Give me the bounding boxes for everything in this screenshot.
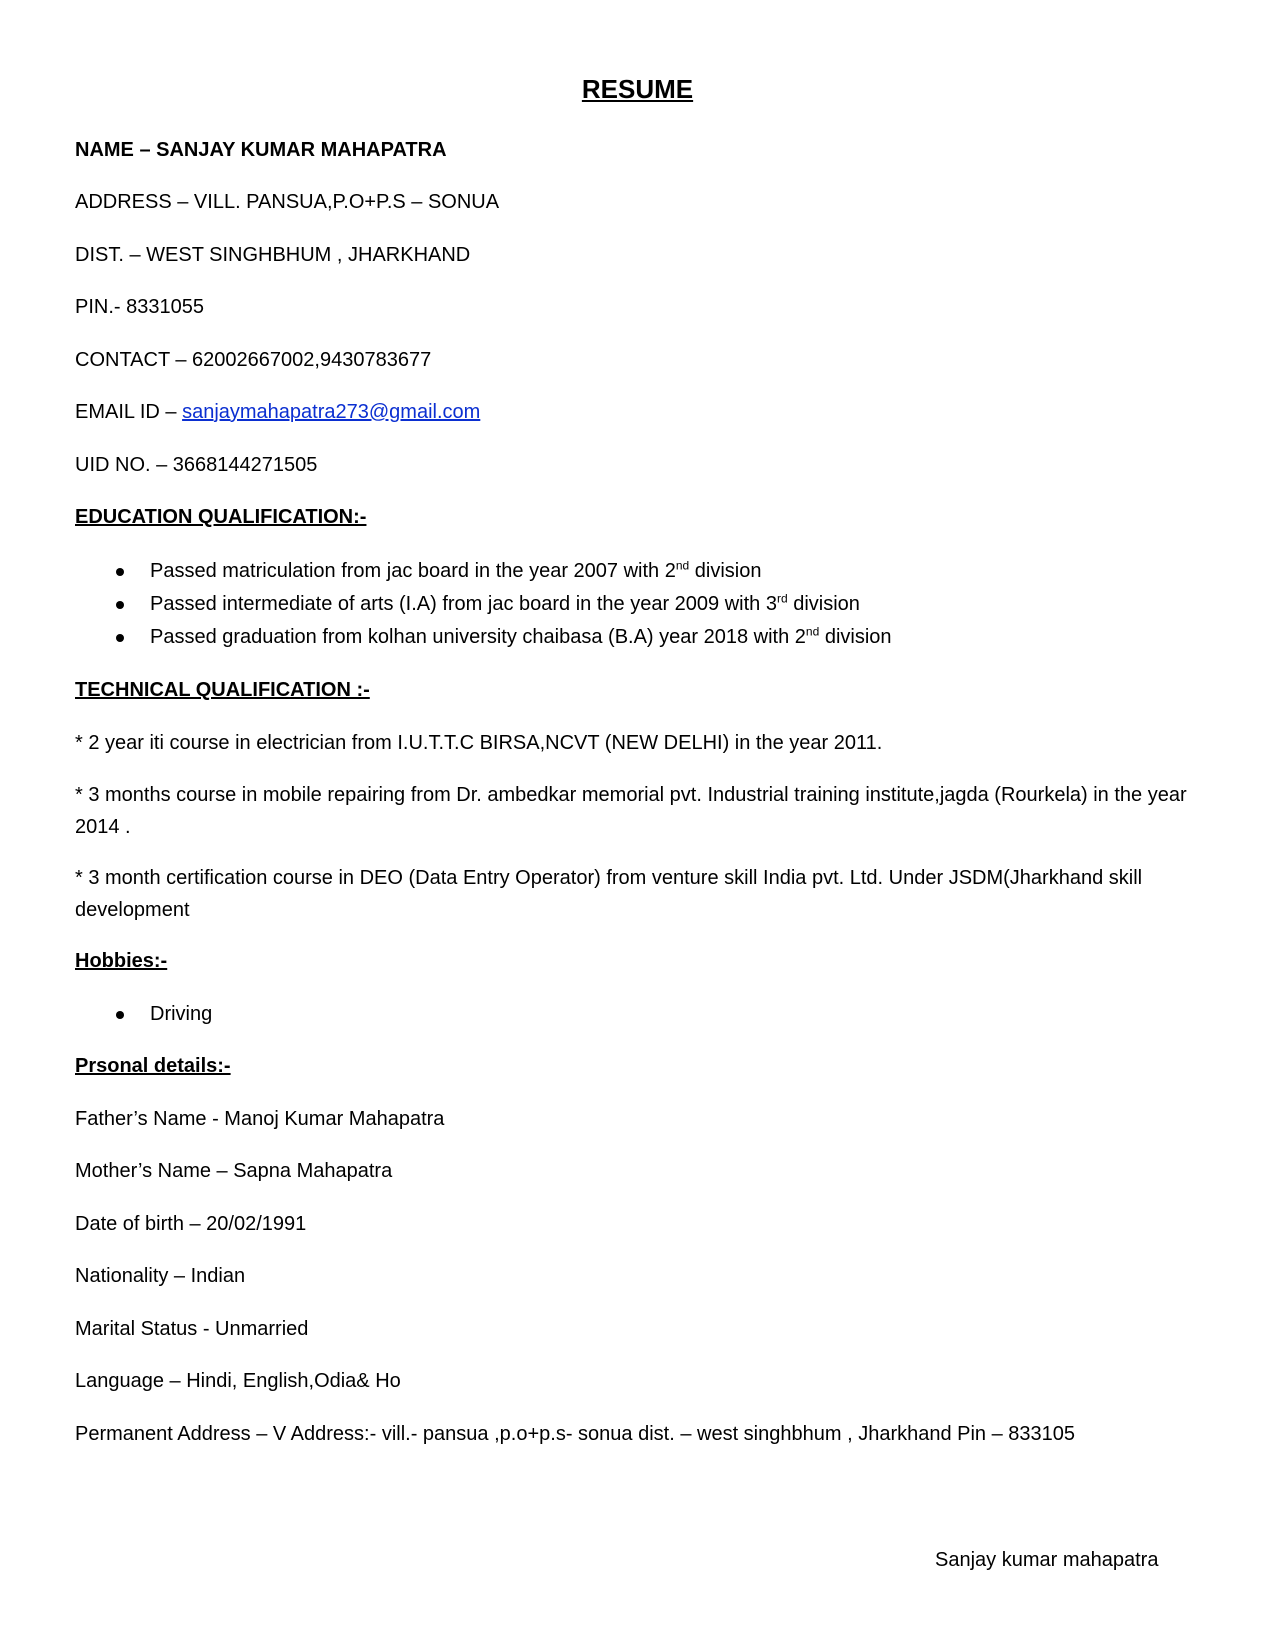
pin-line: PIN.- 8331055 — [75, 296, 204, 318]
personal-heading: Prsonal details:- — [75, 1055, 231, 1077]
hobbies-list — [110, 998, 212, 1031]
education-item: Passed intermediate of arts (I.A) from jac board in the year 2009 with 3rd division — [110, 588, 892, 621]
district-line: DIST. – WEST SINGHBHUM , JHARKHAND — [75, 244, 471, 266]
bullet-icon — [116, 568, 124, 576]
name-line: NAME – SANJAY KUMAR MAHAPATRA — [75, 139, 447, 161]
uid-line: UID NO. – 3668144271505 — [75, 454, 318, 476]
education-list — [110, 555, 892, 654]
technical-item: * 3 months course in mobile repairing from Dr. ambedkar memorial pvt. Industrial training institute,jagda (Rourkela) in the year 2014 . — [75, 784, 1187, 838]
email-line — [75, 396, 1195, 428]
bullet-icon — [116, 601, 124, 609]
technical-item: * 2 year iti course in electrician from I.U.T.T.C BIRSA,NCVT (NEW DELHI) in the year 2011. — [75, 732, 883, 754]
marital-status: Marital Status - Unmarried — [75, 1318, 309, 1340]
email-link[interactable]: sanjaymahapatra273@gmail.com — [182, 401, 481, 423]
language: Language – Hindi, English,Odia& Ho — [75, 1370, 401, 1392]
mother-name: Mother’s Name – Sapna Mahapatra — [75, 1160, 393, 1182]
address-line: ADDRESS – VILL. PANSUA,P.O+P.S – SONUA — [75, 191, 500, 213]
education-heading: EDUCATION QUALIFICATION:- — [75, 506, 367, 528]
email-label: EMAIL ID – — [75, 401, 183, 423]
page-title: RESUME — [581, 74, 694, 104]
date-of-birth: Date of birth – 20/02/1991 — [75, 1213, 307, 1235]
technical-heading: TECHNICAL QUALIFICATION :- — [75, 679, 370, 701]
technical-item: * 3 month certification course in DEO (Data Entry Operator) from venture skill India pvt. Ltd. Under JSDM(Jharkhand skill development — [75, 867, 1143, 921]
education-item: Passed matriculation from jac board in the year 2007 with 2nd division — [110, 555, 892, 588]
signature-name: Sanjay kumar mahapatra — [935, 1549, 1159, 1571]
permanent-address: Permanent Address – V Address:- vill.- pansua ,p.o+p.s- sonua dist. – west singhbhum , Jharkhand Pin – 833105 — [75, 1423, 1076, 1445]
bullet-icon — [116, 1011, 124, 1019]
father-name: Father’s Name - Manoj Kumar Mahapatra — [75, 1108, 445, 1130]
education-item: Passed graduation from kolhan university chaibasa (B.A) year 2018 with 2nd division — [110, 621, 892, 654]
bullet-icon — [116, 634, 124, 642]
nationality: Nationality – Indian — [75, 1265, 246, 1287]
hobby-item: Driving — [110, 998, 212, 1031]
hobbies-heading: Hobbies:- — [75, 950, 168, 972]
contact-line: CONTACT – 62002667002,9430783677 — [75, 349, 432, 371]
